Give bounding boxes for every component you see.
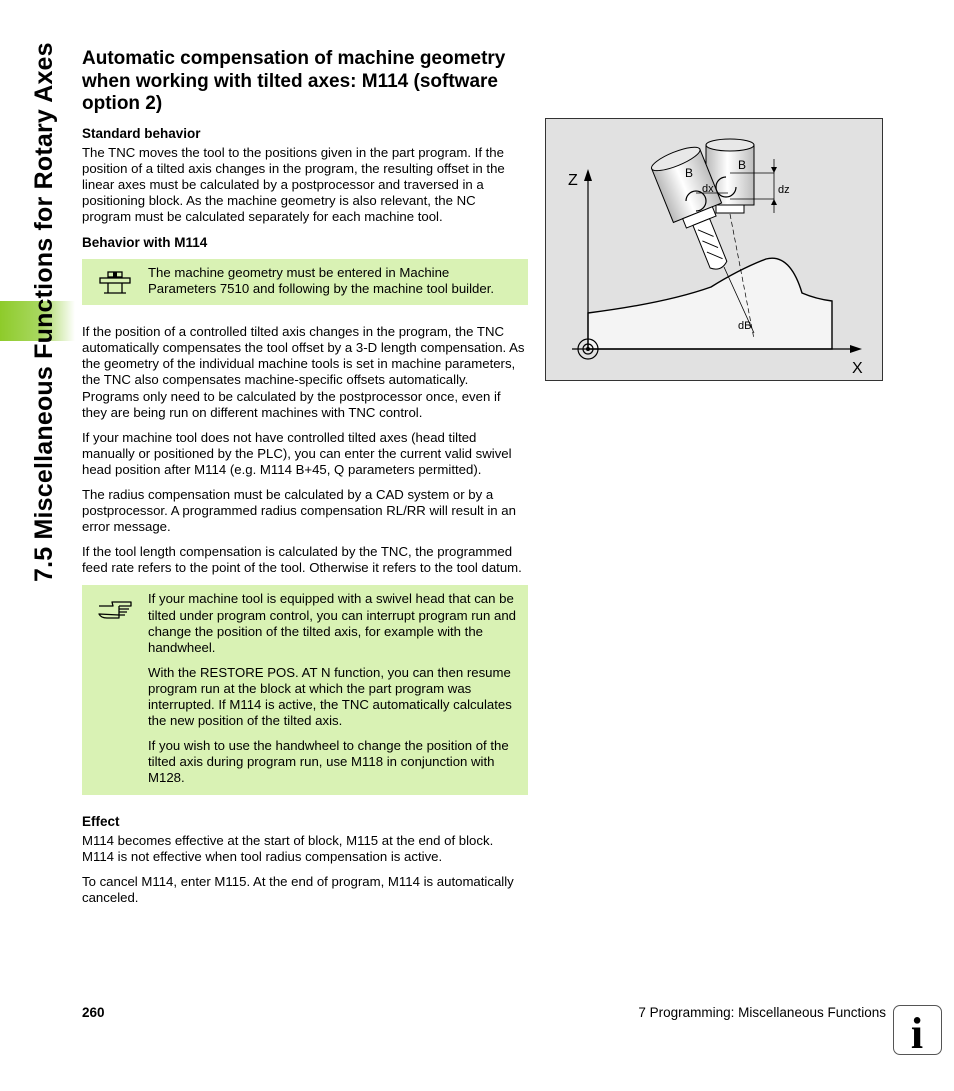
z-axis-arrow (584, 169, 592, 181)
page-number: 260 (82, 1005, 105, 1020)
b-label-left: B (685, 166, 694, 180)
chapter-title: 7 Programming: Miscellaneous Functions (638, 1005, 886, 1020)
workpiece-shape (588, 258, 832, 349)
dx-label: dx (702, 183, 714, 195)
db-label: dB (738, 320, 752, 332)
m114-behavior-heading: Behavior with M114 (82, 234, 208, 250)
machine-parameter-icon (82, 265, 148, 297)
page-heading: Automatic compensation of machine geometry when working with tilted axes: M114 (software option 2) (82, 48, 506, 114)
tip-text-3: If you wish to use the handwheel to change the position of the tilted axis during program run, use M118 in conjunction with M128. (148, 738, 509, 786)
m114-paragraph-2: If your machine tool does not have controlled tilted axes (head tilted manually or positioned by the PLC), you can enter the current valid swivel head position after M114 (e.g. M114 B+45, Q parameters permitted). (82, 429, 512, 477)
section-side-title: 7.5 Miscellaneous Functions for Rotary Axes (30, 42, 58, 582)
m114-paragraph-4: If the tool length compensation is calculated by the TNC, the programmed feed rate refers to the point of the tool. Otherwise it refers to the tool datum. (82, 544, 522, 576)
effect-paragraph-2: To cancel M114, enter M115. At the end of program, M114 is automatically canceled. (82, 873, 514, 905)
z-axis-label: Z (568, 172, 578, 189)
pointing-hand-icon (82, 591, 148, 786)
b-label-right: B (738, 158, 747, 172)
info-icon-glyph: i (910, 1009, 924, 1053)
machine-note (82, 259, 528, 305)
standard-behavior-heading: Standard behavior (82, 125, 201, 141)
tip-text-2: With the RESTORE POS. AT N function, you can then resume program run at the block at which the part program was interrupted. If M114 is active, the TNC automatically calculates the new position of the tilted axis. (148, 664, 512, 729)
effect-paragraph-1: M114 becomes effective at the start of block, M115 at the end of block. M114 is not effective when tool radius compensation is active. (82, 832, 494, 864)
x-axis-label: X (852, 360, 863, 377)
dz-label: dz (778, 184, 790, 196)
tip-note (82, 585, 528, 794)
main-content (82, 48, 528, 915)
machine-note-text: The machine geometry must be entered in Machine Parameters 7510 and following by the machine tool builder. (148, 264, 495, 297)
x-axis-arrow (850, 345, 862, 353)
standard-behavior-text: The TNC moves the tool to the positions given in the part program. If the position of a tilted axis changes in the program, the resulting offset in the linear axes must be calculated by a postprocessor and traversed in a positioning block. As the machine geometry is also relevant, the NC program must be calculated separately for each machine tool. (82, 144, 505, 224)
effect-heading: Effect (82, 813, 120, 829)
info-icon (893, 1005, 942, 1055)
m114-paragraph-1: If the position of a controlled tilted axis changes in the program, the TNC automatically compensates the tool offset by a 3-D length compensation. As the geometry of the individual machine tools is set in machine parameters, the TNC also compensates machine-specific offsets automatically. Programs only need to be calculated by the postprocessor once, even if they are being run on different machines with TNC control. (82, 324, 525, 420)
tip-text-1: If your machine tool is equipped with a swivel head that can be tilted under program control, you can interrupt program run and change the position of the tilted axis, for example with the handwheel. (148, 591, 516, 655)
m114-paragraph-3: The radius compensation must be calculated by a CAD system or by a postprocessor. A programmed radius compensation RL/RR will result in an error message. (82, 487, 516, 535)
tilted-axis-figure (545, 118, 883, 381)
